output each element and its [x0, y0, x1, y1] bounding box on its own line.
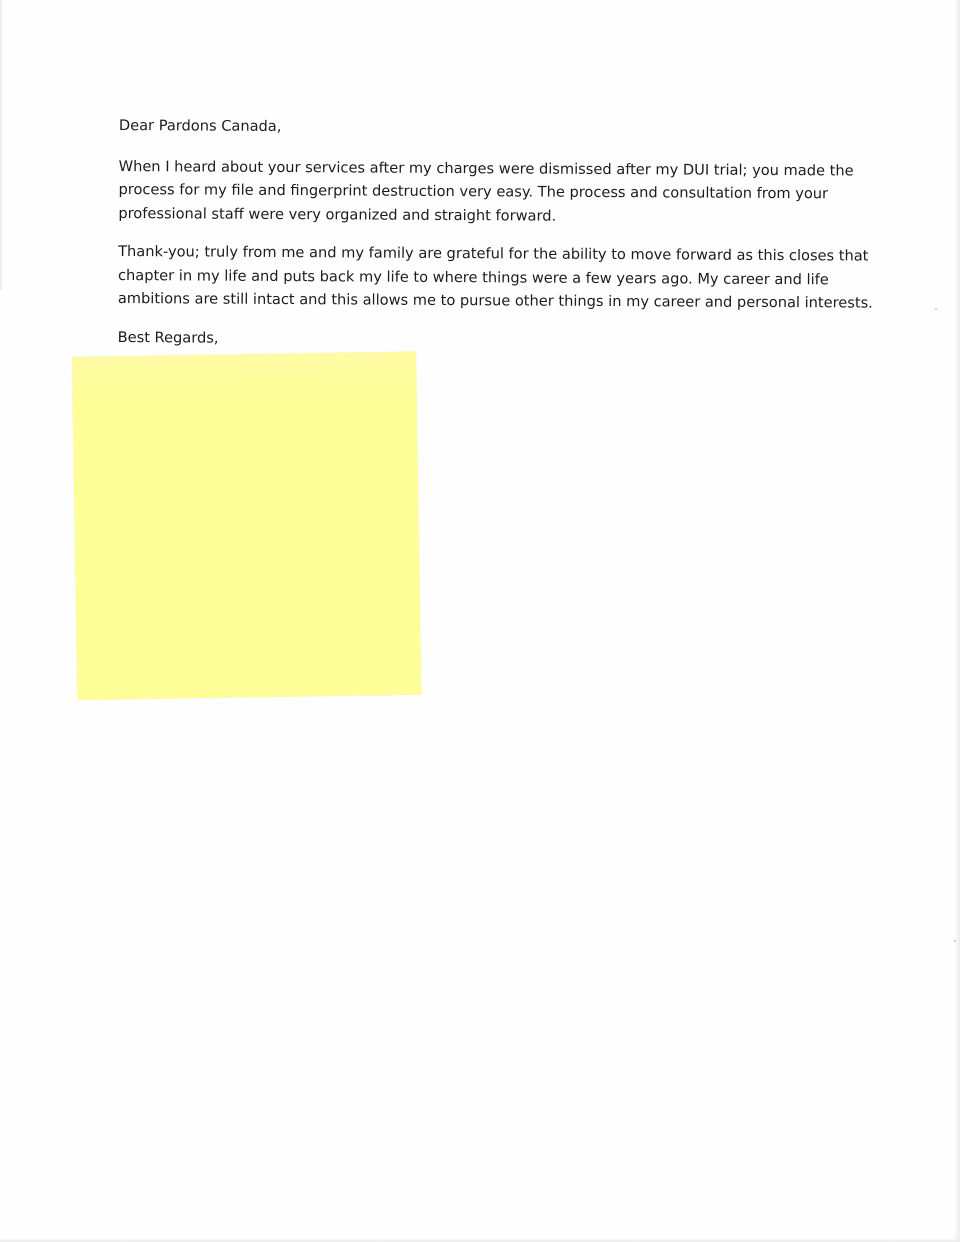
paragraph-2-line-1: Thank-you; truly from me and my family are grateful for the ability to move forward as this closes that [118, 242, 869, 265]
paragraph-2-line-3: ambitions are still intact and this allows me to pursue other things in my career and personal interests. [117, 289, 873, 312]
paragraph-1-line-2: process for my file and fingerprint destruction very easy. The process and consultation from your [118, 180, 829, 203]
paragraph-2-line-2: chapter in my life and puts back my life to where things were a few years ago. My career and life [117, 266, 829, 288]
paragraph-1-line-3: professional staff were very organized and straight forward. [118, 204, 557, 225]
letter-body [117, 114, 873, 353]
letter-paragraph-1 [118, 154, 854, 229]
paragraph-1-line-1: When I heard about your services after my charges were dismissed after my DUI trial; you made the [118, 157, 854, 179]
letter-paragraph-2 [117, 240, 873, 315]
letter-closing: Best Regards, [117, 328, 219, 347]
scan-edge-bottom [0, 1238, 960, 1242]
scan-speck [954, 940, 956, 942]
scan-speck [935, 308, 937, 310]
scan-edge-right [954, 0, 960, 1242]
redaction-sticky-note [72, 352, 421, 700]
scan-edge-left [0, 0, 3, 290]
letter-salutation: Dear Pardons Canada, [118, 116, 282, 135]
